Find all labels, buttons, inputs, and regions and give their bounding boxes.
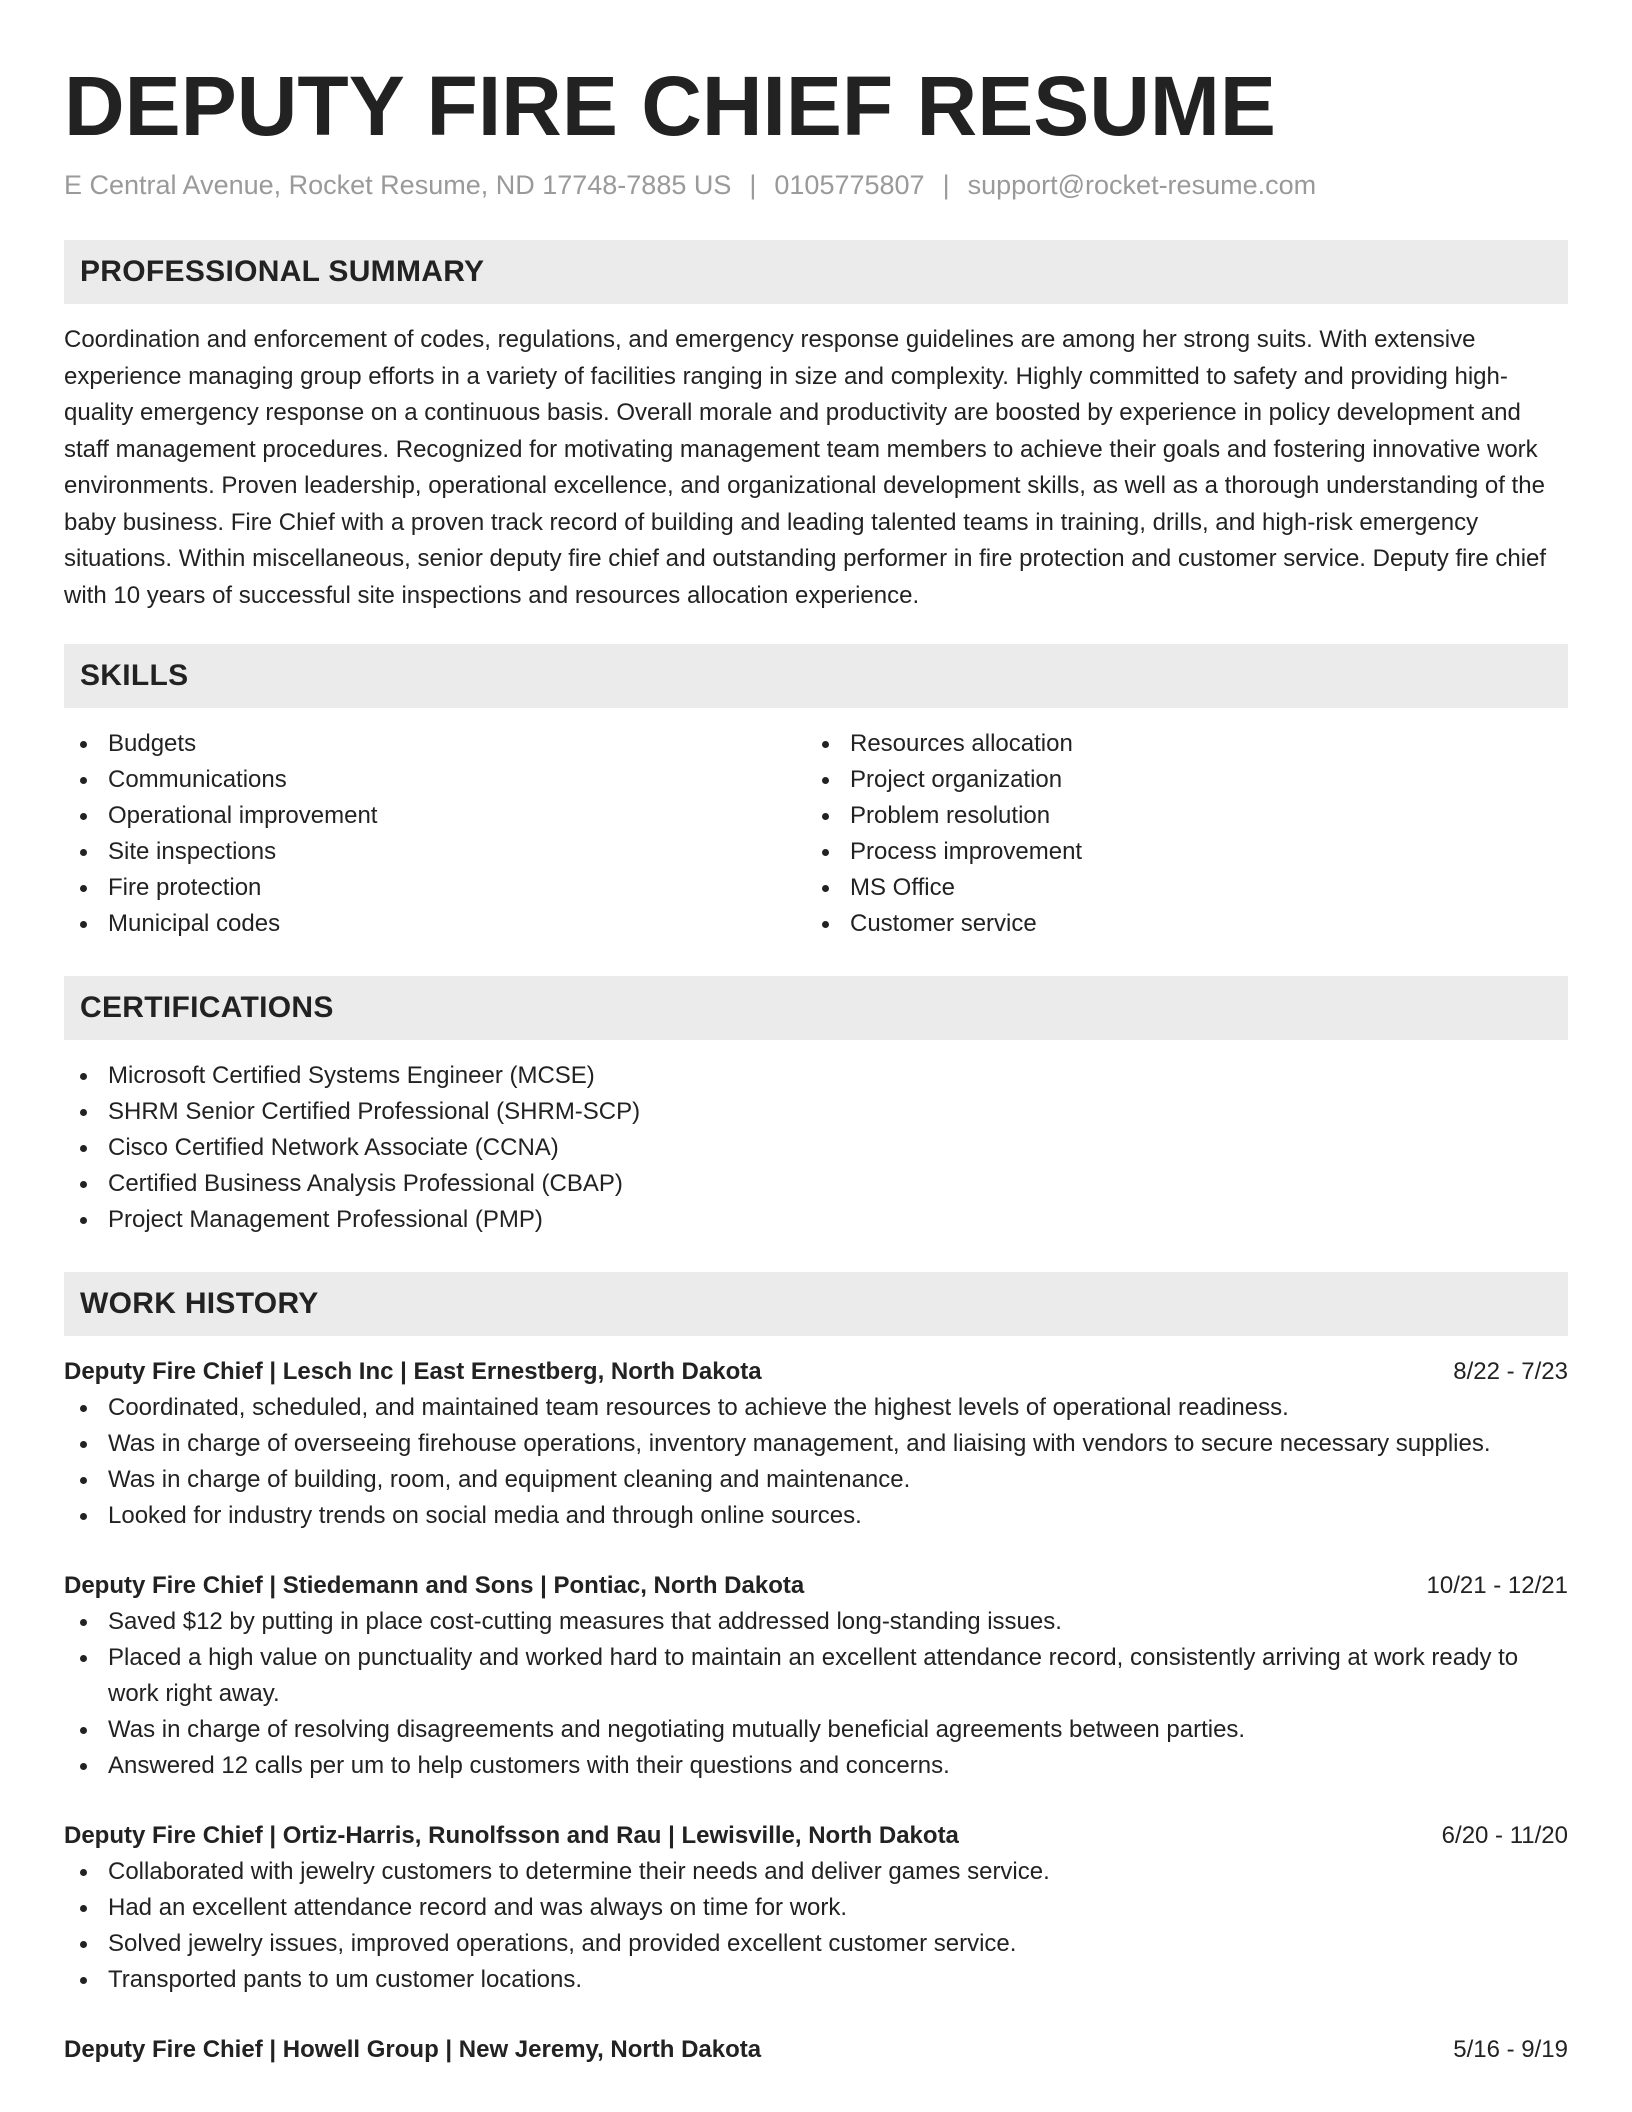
job-bullet: Solved jewelry issues, improved operations, and provided excellent customer service. bbox=[64, 1926, 1568, 1962]
job-dates: 10/21 - 12/21 bbox=[1426, 1572, 1568, 1599]
job-header bbox=[64, 1568, 1568, 1604]
job-entry bbox=[64, 1818, 1568, 1998]
skill-item: Operational improvement bbox=[64, 798, 806, 834]
summary-text: Coordination and enforcement of codes, regulations, and emergency response guidelines are among her strong suits. With extensive experience managing group efforts in a variety of facilities ranging in size and complexity. Highly committed to safety and providing high-quality emergency response on a continuous basis. Overall morale and productivity are boosted by experience in policy development and staff management procedures. Recognized for motivating management team members to achieve their goals and fostering innovative work environments. Proven leadership, operational excellence, and organizational development skills, as well as a thorough understanding of the baby business. Fire Chief with a proven track record of building and leading talented teams in training, drills, and high-risk emergency situations. Within miscellaneous, senior deputy fire chief and outstanding performer in fire protection and customer service. Deputy fire chief with 10 years of successful site inspections and resources allocation experience. bbox=[64, 326, 1547, 609]
job-bullets bbox=[64, 1390, 1568, 1534]
certifications-list bbox=[64, 1058, 1568, 1238]
resume-page bbox=[64, 0, 1568, 2068]
section-header-certifications: CERTIFICATIONS bbox=[64, 976, 1568, 1040]
job-bullets bbox=[64, 1604, 1568, 1784]
skill-item: Project organization bbox=[806, 762, 1548, 798]
job-bullet: Looked for industry trends on social media and through online sources. bbox=[64, 1498, 1568, 1534]
job-title: Deputy Fire Chief | Howell Group | New Jeremy, North Dakota bbox=[64, 2036, 762, 2063]
job-header bbox=[64, 1818, 1568, 1854]
skill-item: Municipal codes bbox=[64, 906, 806, 942]
job-bullet: Transported pants to um customer locations. bbox=[64, 1962, 1568, 1998]
skill-item: Resources allocation bbox=[806, 726, 1548, 762]
job-bullet: Answered 12 calls per um to help customers with their questions and concerns. bbox=[64, 1748, 1568, 1784]
skills-grid bbox=[64, 726, 1568, 942]
resume-title: DEPUTY FIRE CHIEF RESUME bbox=[64, 59, 1276, 153]
section-header-skills: SKILLS bbox=[64, 644, 1568, 708]
section-header-work-history: WORK HISTORY bbox=[64, 1272, 1568, 1336]
job-bullet: Coordinated, scheduled, and maintained team resources to achieve the highest levels of operational readiness. bbox=[64, 1390, 1568, 1426]
certification-item: Project Management Professional (PMP) bbox=[64, 1202, 1568, 1238]
skills-list-right bbox=[806, 726, 1548, 942]
job-bullet: Collaborated with jewelry customers to determine their needs and deliver games service. bbox=[64, 1854, 1568, 1890]
job-entry bbox=[64, 1568, 1568, 1784]
job-bullets bbox=[64, 1854, 1568, 1998]
job-dates: 6/20 - 11/20 bbox=[1441, 1822, 1568, 1849]
certification-item: Microsoft Certified Systems Engineer (MCSE) bbox=[64, 1058, 1568, 1094]
skill-item: Communications bbox=[64, 762, 806, 798]
job-title: Deputy Fire Chief | Ortiz-Harris, Runolfsson and Rau | Lewisville, North Dakota bbox=[64, 1822, 959, 1849]
skills-list-left bbox=[64, 726, 806, 942]
job-title: Deputy Fire Chief | Lesch Inc | East Ernestberg, North Dakota bbox=[64, 1358, 762, 1385]
skill-item: MS Office bbox=[806, 870, 1548, 906]
contact-separator: | bbox=[942, 170, 950, 200]
job-bullet: Was in charge of overseeing firehouse operations, inventory management, and liaising with vendors to secure necessary supplies. bbox=[64, 1426, 1568, 1462]
skill-item: Process improvement bbox=[806, 834, 1548, 870]
job-bullet: Was in charge of resolving disagreements and negotiating mutually beneficial agreements between parties. bbox=[64, 1712, 1568, 1748]
contact-email: support@rocket-resume.com bbox=[967, 170, 1317, 200]
job-dates: 8/22 - 7/23 bbox=[1453, 1358, 1568, 1385]
certification-item: Certified Business Analysis Professional (CBAP) bbox=[64, 1166, 1568, 1202]
job-header bbox=[64, 2032, 1568, 2068]
skill-item: Problem resolution bbox=[806, 798, 1548, 834]
job-bullet: Placed a high value on punctuality and worked hard to maintain an excellent attendance record, consistently arriving at work ready to work right away. bbox=[64, 1640, 1568, 1712]
job-dates: 5/16 - 9/19 bbox=[1453, 2036, 1568, 2063]
certification-item: SHRM Senior Certified Professional (SHRM-SCP) bbox=[64, 1094, 1568, 1130]
job-bullet: Was in charge of building, room, and equipment cleaning and maintenance. bbox=[64, 1462, 1568, 1498]
job-title: Deputy Fire Chief | Stiedemann and Sons | Pontiac, North Dakota bbox=[64, 1572, 805, 1599]
skill-item: Fire protection bbox=[64, 870, 806, 906]
skill-item: Site inspections bbox=[64, 834, 806, 870]
skill-item: Customer service bbox=[806, 906, 1548, 942]
section-header-summary: PROFESSIONAL SUMMARY bbox=[64, 240, 1568, 304]
job-header bbox=[64, 1354, 1568, 1390]
skill-item: Budgets bbox=[64, 726, 806, 762]
contact-phone: 0105775807 bbox=[774, 170, 925, 200]
contact-address: E Central Avenue, Rocket Resume, ND 17748-7885 US bbox=[64, 170, 732, 200]
job-entry bbox=[64, 1354, 1568, 1534]
job-entry bbox=[64, 2032, 1568, 2068]
job-bullet: Had an excellent attendance record and was always on time for work. bbox=[64, 1890, 1568, 1926]
contact-separator: | bbox=[749, 170, 757, 200]
job-bullet: Saved $12 by putting in place cost-cutting measures that addressed long-standing issues. bbox=[64, 1604, 1568, 1640]
contact-line bbox=[64, 168, 1568, 202]
certification-item: Cisco Certified Network Associate (CCNA) bbox=[64, 1130, 1568, 1166]
